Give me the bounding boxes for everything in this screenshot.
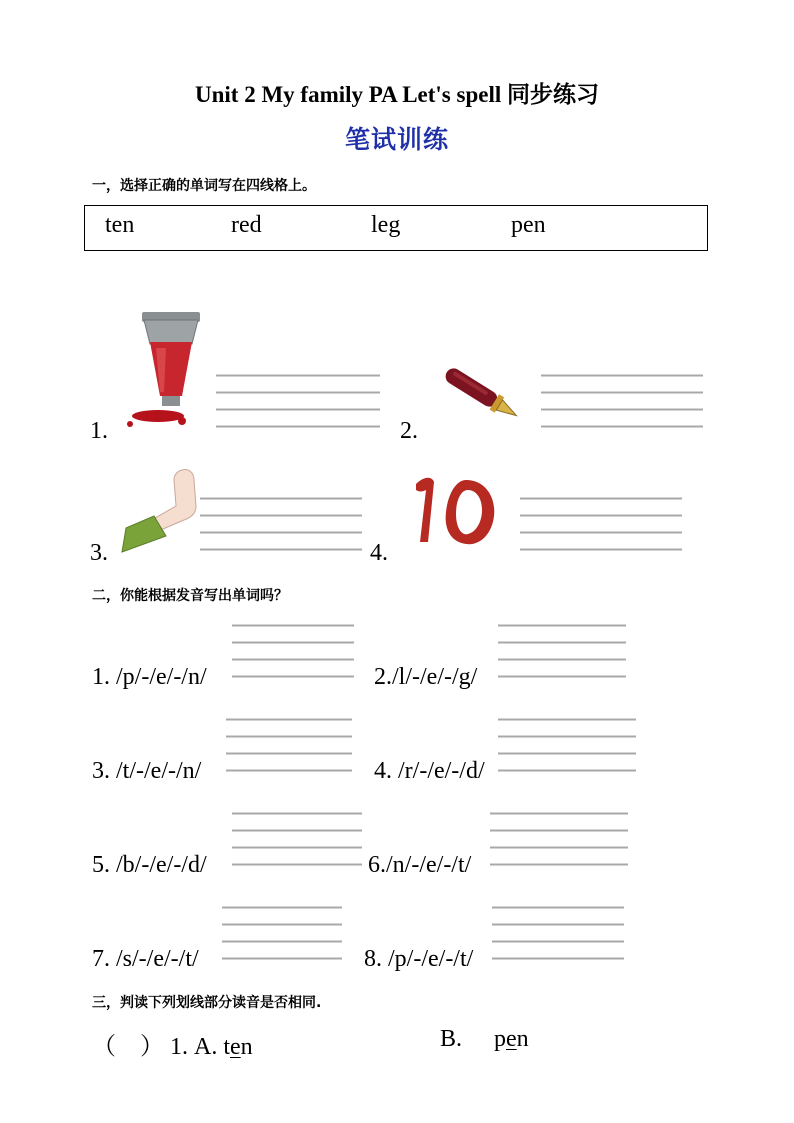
word-option: leg <box>371 212 401 238</box>
four-line-grid[interactable] <box>520 497 682 551</box>
fountain-pen-icon <box>440 360 530 432</box>
word-option: ten <box>105 212 135 238</box>
number-ten-icon <box>410 472 502 552</box>
four-line-grid[interactable] <box>490 812 628 866</box>
four-line-grid[interactable] <box>541 374 703 428</box>
word-box <box>84 205 708 251</box>
four-line-grid[interactable] <box>498 624 626 678</box>
section1-heading: 一，选择正确的单词写在四线格上。 <box>92 178 316 194</box>
word-option: red <box>231 212 262 238</box>
option-b <box>440 1026 529 1053</box>
question-label: 1. A. <box>170 1034 218 1060</box>
option-b-label: B. <box>440 1026 463 1052</box>
item-number: 1. <box>90 418 108 444</box>
phonics-item: 4. /r/-/e/-/d/ <box>374 758 485 784</box>
phonics-item: 5. /b/-/e/-/d/ <box>92 852 207 878</box>
four-line-grid[interactable] <box>200 497 362 551</box>
four-line-grid[interactable] <box>498 718 636 772</box>
phonics-item: 2./l/-/e/-/g/ <box>374 664 478 690</box>
word-option: pen <box>511 212 546 238</box>
option-b-word: pen <box>494 1026 529 1052</box>
option-a-word: ten <box>223 1034 253 1060</box>
phonics-item: 6./n/-/e/-/t/ <box>368 852 472 878</box>
page-title: Unit 2 My family PA Let's spell 同步练习 <box>195 82 599 107</box>
page-subtitle: 笔试训练 <box>344 125 449 154</box>
phonics-item: 8. /p/-/e/-/t/ <box>364 946 474 972</box>
four-line-grid[interactable] <box>216 374 380 428</box>
leg-icon <box>116 466 200 554</box>
paint-tube-icon <box>122 308 212 432</box>
section2-heading: 二，你能根据发音写出单词吗？ <box>92 588 288 604</box>
question-row <box>92 1026 253 1061</box>
phonics-item: 7. /s/-/e/-/t/ <box>92 946 199 972</box>
phonics-item: 3. /t/-/e/-/n/ <box>92 758 202 784</box>
phonics-item: 1. /p/-/e/-/n/ <box>92 664 207 690</box>
item-number: 3. <box>90 540 108 566</box>
four-line-grid[interactable] <box>226 718 352 772</box>
item-number: 2. <box>400 418 418 444</box>
answer-blank[interactable]: （ ） <box>92 1034 164 1060</box>
four-line-grid[interactable] <box>222 906 342 960</box>
four-line-grid[interactable] <box>232 624 354 678</box>
section3-heading: 三，判读下列划线部分读音是否相同. <box>92 995 322 1011</box>
four-line-grid[interactable] <box>232 812 362 866</box>
item-number: 4. <box>370 540 388 566</box>
four-line-grid[interactable] <box>492 906 624 960</box>
